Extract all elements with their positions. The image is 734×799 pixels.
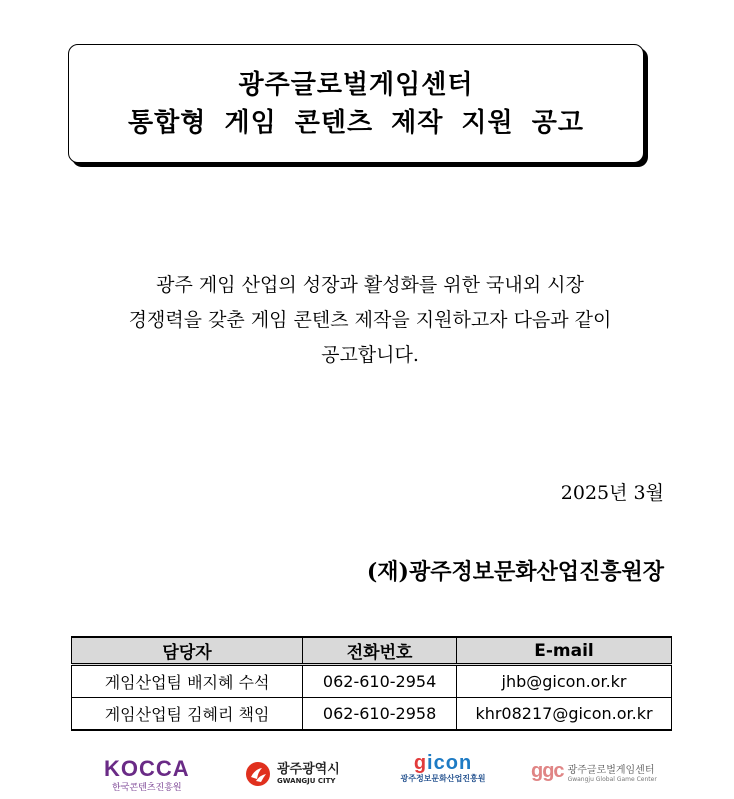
contact-person: 게임산업팀 배지혜 수석: [72, 665, 303, 698]
kocca-logo-subtitle: 한국콘텐츠진흥원: [112, 783, 182, 793]
ggc-logo-mark: ggc: [531, 760, 564, 782]
table-row: [72, 665, 672, 698]
announcement-date: 2025년 3월: [560, 482, 664, 504]
gicon-logo-mark: [393, 752, 493, 775]
table-header-row: [72, 637, 672, 665]
contact-person: 게임산업팀 김혜리 책임: [72, 698, 303, 731]
kocca-logo-mark: KOCCA: [104, 756, 190, 781]
body-line-2: 경쟁력을 갖춘 게임 콘텐츠 제작을 지원하고자 다음과 같이: [128, 309, 612, 331]
gwangju-logo-korean: 광주광역시: [277, 762, 340, 777]
title-box: [68, 44, 644, 163]
gicon-logo: [393, 752, 493, 784]
announcement-body: [70, 268, 670, 373]
contact-phone: 062-610-2958: [303, 698, 457, 731]
ggc-logo-english: Gwangju Global Game Center: [567, 775, 657, 783]
title-line-1: 광주글로벌게임센터: [238, 69, 474, 100]
table-row: [72, 698, 672, 731]
gwangju-logo-english: GWANGJU CITY: [277, 777, 336, 785]
title-line-2: 통합형 게임 콘텐츠 제작 지원 공고: [128, 107, 584, 138]
kocca-logo: [104, 756, 190, 793]
contact-email[interactable]: jhb@gicon.or.kr: [457, 665, 672, 698]
body-line-3: 공고합니다.: [321, 344, 419, 366]
header-email: E-mail: [457, 637, 672, 665]
gwangju-city-logo: [245, 761, 340, 787]
ggc-logo: [531, 760, 657, 783]
header-contact-person: 담당자: [72, 637, 303, 665]
footer-logos: [0, 752, 734, 799]
contact-phone: 062-610-2954: [303, 665, 457, 698]
gwangju-emblem-icon: [245, 761, 271, 787]
ggc-logo-korean: 광주글로벌게임센터: [567, 764, 655, 776]
gicon-logo-rest: icon: [427, 752, 473, 774]
body-line-1: 광주 게임 산업의 성장과 활성화를 위한 국내외 시장: [156, 274, 584, 296]
contacts-table: [71, 636, 672, 731]
gicon-logo-subtitle: 광주정보문화산업진흥원: [400, 774, 486, 783]
header-phone: 전화번호: [303, 637, 457, 665]
gicon-logo-g: g: [413, 752, 428, 774]
contact-email[interactable]: khr08217@gicon.or.kr: [457, 698, 672, 731]
issuer-name: (재)광주정보문화산업진흥원장: [366, 559, 664, 585]
